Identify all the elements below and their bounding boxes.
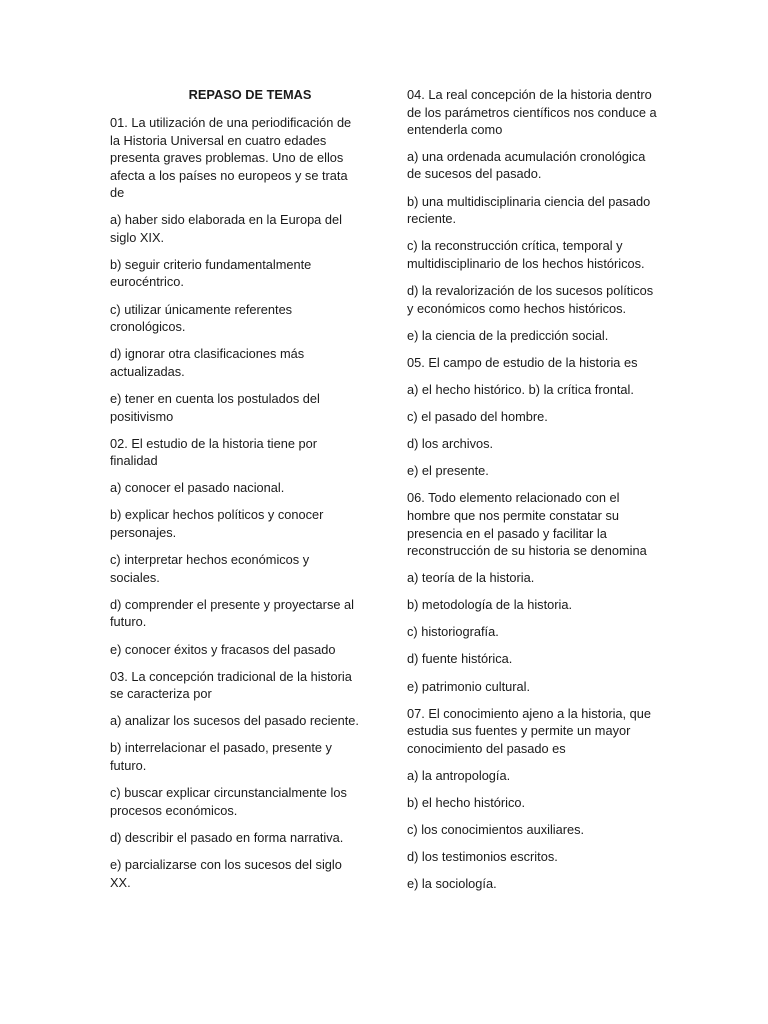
left-column xyxy=(110,86,362,901)
option-07-d: d) los testimonios escritos. xyxy=(407,849,558,865)
option-02-b: b) explicar hechos políticos y conocer personajes. xyxy=(110,507,324,540)
option-02-c: c) interpretar hechos económicos y sociales. xyxy=(110,552,310,585)
question-04: 04. La real concepción de la historia dentro de los parámetros científicos nos conduce a entenderla como xyxy=(407,87,657,138)
option-04-e: e) la ciencia de la predicción social. xyxy=(407,327,609,343)
option-04-b: b) una multidisciplinaria ciencia del pasado reciente. xyxy=(407,193,651,227)
option-01-c: c) utilizar únicamente referentes cronológicos. xyxy=(110,301,293,335)
question-block-04 xyxy=(407,86,662,345)
option-02-e: e) conocer éxitos y fracasos del pasado xyxy=(110,641,336,657)
option-05-c: c) el pasado del hombre. xyxy=(407,408,548,424)
options-list-03 xyxy=(110,712,362,891)
option-03-a: a) analizar los sucesos del pasado reciente. xyxy=(110,712,359,728)
option-05-d: d) los archivos. xyxy=(407,436,494,452)
option-04-a: a) una ordenada acumulación cronológica de sucesos del pasado. xyxy=(407,148,646,182)
question-block-06 xyxy=(407,489,662,695)
option-06-a: a) teoría de la historia. xyxy=(407,569,535,585)
option-01-d: d) ignorar otra clasificaciones más actualizadas. xyxy=(110,346,305,379)
option-05-e: e) el presente. xyxy=(407,463,489,479)
option-06-c: c) historiografía. xyxy=(407,624,499,640)
option-06-e: e) patrimonio cultural. xyxy=(407,678,531,694)
question-01: 01. La utilización de una periodificación de la Historia Universal en cuatro edades presenta graves problemas. Uno de ellos afecta a los países no europeos y se trata de xyxy=(110,115,352,201)
options-list-01 xyxy=(110,211,362,425)
question-block-02 xyxy=(110,435,362,658)
option-07-b: b) el hecho histórico. xyxy=(407,794,526,810)
option-03-c: c) buscar explicar circunstancialmente los procesos económicos. xyxy=(110,784,347,818)
option-03-e: e) parcializarse con los sucesos del siglo XX. xyxy=(110,856,342,890)
option-05-a: a) el hecho histórico. b) la crítica frontal. xyxy=(407,381,634,397)
option-02-d: d) comprender el presente y proyectarse al futuro. xyxy=(110,596,354,630)
question-block-07 xyxy=(407,705,662,893)
question-block-03 xyxy=(110,668,362,891)
question-06: 06. Todo elemento relacionado con el hombre que nos permite constatar su presencia en el pasado y facilitar la reconstrucción de su historia se denomina xyxy=(407,490,647,559)
options-list-04 xyxy=(407,148,662,345)
document-title: REPASO DE TEMAS xyxy=(188,87,312,102)
option-07-a: a) la antropología. xyxy=(407,767,511,783)
option-03-d: d) describir el pasado en forma narrativa. xyxy=(110,829,344,845)
question-07: 07. El conocimiento ajeno a la historia, que estudia sus fuentes y permite un mayor conocimiento del pasado es xyxy=(407,705,652,756)
question-block-01 xyxy=(110,114,362,425)
question-02: 02. El estudio de la historia tiene por finalidad xyxy=(110,435,318,469)
options-list-02 xyxy=(110,479,362,658)
option-03-b: b) interrelacionar el pasado, presente y futuro. xyxy=(110,740,332,773)
option-06-b: b) metodología de la historia. xyxy=(407,597,573,612)
option-07-c: c) los conocimientos auxiliares. xyxy=(407,821,585,837)
question-block-05 xyxy=(407,354,662,480)
option-04-c: c) la reconstrucción crítica, temporal y multidisciplinario de los hechos históricos. xyxy=(407,238,645,271)
option-04-d: d) la revalorización de los sucesos políticos y económicos como hechos históricos. xyxy=(407,283,654,316)
option-01-a: a) haber sido elaborada en la Europa del siglo XIX. xyxy=(110,211,342,245)
right-column xyxy=(407,86,662,902)
option-06-d: d) fuente histórica. xyxy=(407,651,513,667)
option-01-b: b) seguir criterio fundamentalmente eurocéntrico. xyxy=(110,256,312,290)
option-02-a: a) conocer el pasado nacional. xyxy=(110,480,285,496)
question-05: 05. El campo de estudio de la historia es xyxy=(407,355,638,371)
options-list-05 xyxy=(407,381,662,480)
option-07-e: e) la sociología. xyxy=(407,876,497,892)
question-03: 03. La concepción tradicional de la historia se caracteriza por xyxy=(110,668,352,702)
options-list-07 xyxy=(407,767,662,893)
option-01-e: e) tener en cuenta los postulados del positivismo xyxy=(110,391,320,424)
options-list-06 xyxy=(407,569,662,695)
